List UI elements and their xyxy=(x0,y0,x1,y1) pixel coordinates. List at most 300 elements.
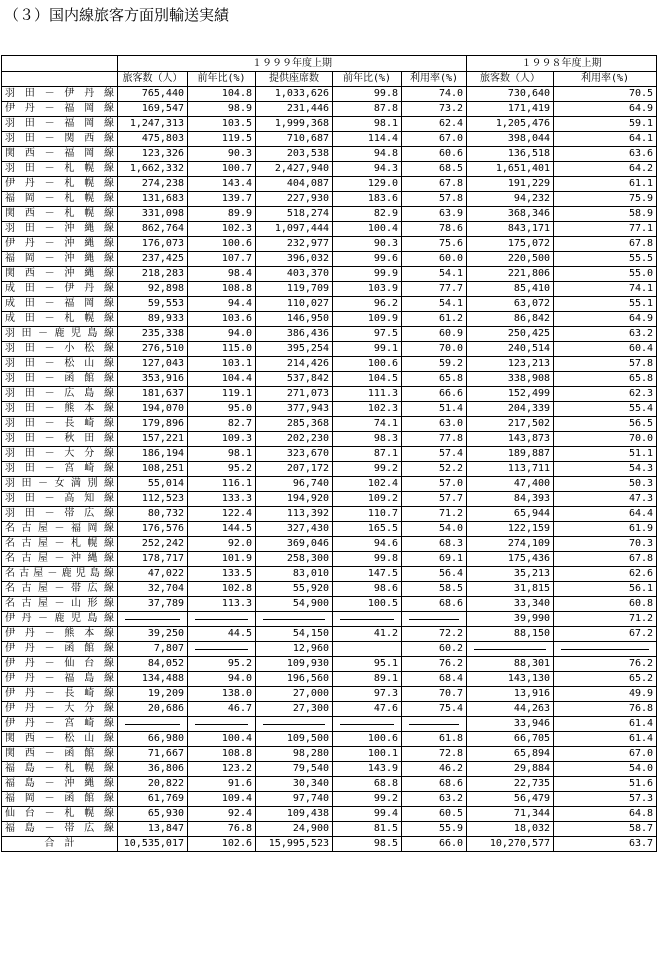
table-cell: 1,097,444 xyxy=(256,222,333,237)
table-cell: 98.3 xyxy=(333,432,402,447)
table-row xyxy=(2,357,657,372)
table-row xyxy=(2,777,657,792)
route-name: 伊丹－福島線 xyxy=(2,672,118,687)
table-cell: 103.9 xyxy=(333,282,402,297)
table-cell: 99.2 xyxy=(333,792,402,807)
table-cell: 134,488 xyxy=(118,672,188,687)
table-cell: 90.3 xyxy=(188,147,256,162)
route-name: 羽田－福岡線 xyxy=(2,117,118,132)
table-row xyxy=(2,267,657,282)
route-name: 羽田－大分線 xyxy=(2,447,118,462)
table-row xyxy=(2,522,657,537)
table-cell: 112,523 xyxy=(118,492,188,507)
table-cell: 1,651,401 xyxy=(467,162,554,177)
table-cell: 102.3 xyxy=(333,402,402,417)
table-cell: 377,943 xyxy=(256,402,333,417)
table-cell: 22,735 xyxy=(467,777,554,792)
table-cell: 102.4 xyxy=(333,477,402,492)
table-cell: 710,687 xyxy=(256,132,333,147)
table-cell: 765,440 xyxy=(118,87,188,102)
table-cell: 86,842 xyxy=(467,312,554,327)
table-cell: 47,400 xyxy=(467,477,554,492)
table-cell: 271,073 xyxy=(256,387,333,402)
table-cell: 69.1 xyxy=(402,552,467,567)
table-cell: 70.7 xyxy=(402,687,467,702)
table-row xyxy=(2,807,657,822)
table-row xyxy=(2,252,657,267)
route-name: 名古屋－福岡線 xyxy=(2,522,118,537)
dash-line xyxy=(409,619,459,620)
table-cell: 475,803 xyxy=(118,132,188,147)
table-cell: 123,326 xyxy=(118,147,188,162)
table-cell: 67.8 xyxy=(402,177,467,192)
table-cell: 64.4 xyxy=(554,507,657,522)
table-row xyxy=(2,132,657,147)
table-cell: 68.3 xyxy=(402,537,467,552)
table-body xyxy=(2,87,657,852)
dash-line xyxy=(263,619,325,620)
table-cell: 104.5 xyxy=(333,372,402,387)
table-cell: 54,150 xyxy=(256,627,333,642)
table-cell: 60.8 xyxy=(554,597,657,612)
table-cell: 60.6 xyxy=(402,147,467,162)
route-name: 羽田－伊丹線 xyxy=(2,87,118,102)
table-cell: 80,732 xyxy=(118,507,188,522)
route-name: 伊丹－長崎線 xyxy=(2,687,118,702)
route-name: 名古屋－帯広線 xyxy=(2,582,118,597)
table-row xyxy=(2,762,657,777)
route-name: 関西－函館線 xyxy=(2,747,118,762)
table-cell: 207,172 xyxy=(256,462,333,477)
dash-line xyxy=(340,619,394,620)
table-row xyxy=(2,237,657,252)
table-cell: 110.7 xyxy=(333,507,402,522)
table-row xyxy=(2,327,657,342)
table-cell: 398,044 xyxy=(467,132,554,147)
table-cell: 68.5 xyxy=(402,162,467,177)
table-cell: 56.5 xyxy=(554,417,657,432)
table-cell xyxy=(333,642,402,657)
table-cell: 44.5 xyxy=(188,627,256,642)
table-cell: 71,667 xyxy=(118,747,188,762)
table-row xyxy=(2,597,657,612)
table-cell: 94.8 xyxy=(333,147,402,162)
route-name: 成田－札幌線 xyxy=(2,312,118,327)
table-cell: 109.2 xyxy=(333,492,402,507)
table-cell: 98.9 xyxy=(188,102,256,117)
table-row xyxy=(2,507,657,522)
table-cell: 54.1 xyxy=(402,267,467,282)
route-name: 羽田－高知線 xyxy=(2,492,118,507)
route-column-header xyxy=(2,72,118,87)
table-row xyxy=(2,87,657,102)
table-cell: 13,847 xyxy=(118,822,188,837)
table-cell: 119.1 xyxy=(188,387,256,402)
route-name: 関西－沖縄線 xyxy=(2,267,118,282)
table-cell: 119.5 xyxy=(188,132,256,147)
table-cell: 98.5 xyxy=(333,837,402,852)
column-header: 提供座席数 xyxy=(256,72,333,87)
table-cell: 327,430 xyxy=(256,522,333,537)
table-cell: 67.8 xyxy=(554,552,657,567)
dash-line xyxy=(409,724,459,725)
table-cell: 95.2 xyxy=(188,657,256,672)
table-cell: 109,930 xyxy=(256,657,333,672)
table-cell: 1,205,476 xyxy=(467,117,554,132)
column-header: 前年比(%) xyxy=(333,72,402,87)
table-cell: 10,535,017 xyxy=(118,837,188,852)
table-cell: 56,479 xyxy=(467,792,554,807)
table-cell: 231,446 xyxy=(256,102,333,117)
route-name: 成田－伊丹線 xyxy=(2,282,118,297)
table-cell: 274,238 xyxy=(118,177,188,192)
route-name: 羽田－女満別線 xyxy=(2,477,118,492)
table-cell: 274,109 xyxy=(467,537,554,552)
no-data-dash xyxy=(188,717,256,732)
table-cell: 51.4 xyxy=(402,402,467,417)
table-cell: 54.0 xyxy=(402,522,467,537)
table-cell: 1,247,313 xyxy=(118,117,188,132)
table-cell: 18,032 xyxy=(467,822,554,837)
table-row xyxy=(2,297,657,312)
route-name: 羽田－長崎線 xyxy=(2,417,118,432)
table-cell: 252,242 xyxy=(118,537,188,552)
table-cell: 32,704 xyxy=(118,582,188,597)
route-name: 名古屋－鹿児島線 xyxy=(2,567,118,582)
table-row xyxy=(2,387,657,402)
table-cell: 58.5 xyxy=(402,582,467,597)
table-cell: 103.6 xyxy=(188,312,256,327)
table-cell: 129.0 xyxy=(333,177,402,192)
table-cell: 369,046 xyxy=(256,537,333,552)
table-cell: 98.6 xyxy=(333,582,402,597)
table-cell: 76.8 xyxy=(188,822,256,837)
table-cell: 100.6 xyxy=(333,357,402,372)
table-cell: 518,274 xyxy=(256,207,333,222)
table-cell: 61.8 xyxy=(402,732,467,747)
table-cell: 51.1 xyxy=(554,447,657,462)
no-data-dash xyxy=(333,612,402,627)
table-cell: 64.9 xyxy=(554,102,657,117)
table-cell: 386,436 xyxy=(256,327,333,342)
table-cell: 127,043 xyxy=(118,357,188,372)
table-cell: 109,438 xyxy=(256,807,333,822)
table-cell: 90.3 xyxy=(333,237,402,252)
table-row xyxy=(2,162,657,177)
table-cell: 57.0 xyxy=(402,477,467,492)
table-cell: 237,425 xyxy=(118,252,188,267)
table-row xyxy=(2,102,657,117)
table-cell: 33,340 xyxy=(467,597,554,612)
table-cell: 75.4 xyxy=(402,702,467,717)
route-name: 福岡－函館線 xyxy=(2,792,118,807)
table-cell: 76.2 xyxy=(402,657,467,672)
table-cell: 64.2 xyxy=(554,162,657,177)
table-cell: 537,842 xyxy=(256,372,333,387)
route-name: 福島－札幌線 xyxy=(2,762,118,777)
table-cell: 20,822 xyxy=(118,777,188,792)
table-cell: 100.4 xyxy=(188,732,256,747)
table-cell: 176,576 xyxy=(118,522,188,537)
table-cell: 15,995,523 xyxy=(256,837,333,852)
column-header: 旅客数（人） xyxy=(467,72,554,87)
table-cell: 65,930 xyxy=(118,807,188,822)
table-cell: 403,370 xyxy=(256,267,333,282)
table-cell: 57.4 xyxy=(402,447,467,462)
table-row xyxy=(2,462,657,477)
route-name: 福島－帯広線 xyxy=(2,822,118,837)
dash-line xyxy=(125,724,180,725)
table-cell: 119,709 xyxy=(256,282,333,297)
table-cell: 37,789 xyxy=(118,597,188,612)
route-name: 伊丹－宮崎線 xyxy=(2,717,118,732)
table-cell: 147.5 xyxy=(333,567,402,582)
table-cell: 10,270,577 xyxy=(467,837,554,852)
table-cell: 122,159 xyxy=(467,522,554,537)
table-cell: 60.9 xyxy=(402,327,467,342)
table-cell: 94.0 xyxy=(188,327,256,342)
table-cell: 47.6 xyxy=(333,702,402,717)
table-cell: 220,500 xyxy=(467,252,554,267)
table-cell: 74.0 xyxy=(402,87,467,102)
table-cell: 58.7 xyxy=(554,822,657,837)
table-cell: 99.8 xyxy=(333,87,402,102)
table-cell: 67.0 xyxy=(554,747,657,762)
table-cell: 68.6 xyxy=(402,777,467,792)
table-cell: 77.7 xyxy=(402,282,467,297)
table-cell: 47,022 xyxy=(118,567,188,582)
table-cell: 175,072 xyxy=(467,237,554,252)
route-name: 成田－福岡線 xyxy=(2,297,118,312)
table-cell: 97.5 xyxy=(333,327,402,342)
table-cell: 96,740 xyxy=(256,477,333,492)
table-row xyxy=(2,432,657,447)
dash-line xyxy=(474,649,546,650)
table-row xyxy=(2,642,657,657)
table-cell: 109.9 xyxy=(333,312,402,327)
table-cell: 20,686 xyxy=(118,702,188,717)
table-cell: 221,806 xyxy=(467,267,554,282)
no-data-dash xyxy=(333,717,402,732)
table-cell: 1,662,332 xyxy=(118,162,188,177)
table-cell: 122.4 xyxy=(188,507,256,522)
table-row xyxy=(2,582,657,597)
table-cell: 76.8 xyxy=(554,702,657,717)
table-cell: 79,540 xyxy=(256,762,333,777)
route-name: 名古屋－沖縄線 xyxy=(2,552,118,567)
table-cell: 396,032 xyxy=(256,252,333,267)
table-cell: 63.9 xyxy=(402,207,467,222)
no-data-dash xyxy=(402,612,467,627)
table-cell: 178,717 xyxy=(118,552,188,567)
table-cell: 62.3 xyxy=(554,387,657,402)
table-cell: 55.0 xyxy=(554,267,657,282)
table-cell: 116.1 xyxy=(188,477,256,492)
route-name: 羽田－宮崎線 xyxy=(2,462,118,477)
table-row xyxy=(2,822,657,837)
table-cell: 12,960 xyxy=(256,642,333,657)
route-name: 伊丹－熊本線 xyxy=(2,627,118,642)
table-row xyxy=(2,222,657,237)
table-row xyxy=(2,492,657,507)
table-cell: 63.0 xyxy=(402,417,467,432)
table-cell: 368,346 xyxy=(467,207,554,222)
table-cell: 60.4 xyxy=(554,342,657,357)
table-cell: 85,410 xyxy=(467,282,554,297)
table-cell: 181,637 xyxy=(118,387,188,402)
table-cell: 81.5 xyxy=(333,822,402,837)
table-row xyxy=(2,402,657,417)
table-cell: 60.2 xyxy=(402,642,467,657)
table-cell: 110,027 xyxy=(256,297,333,312)
table-cell: 51.6 xyxy=(554,777,657,792)
table-cell: 68.8 xyxy=(333,777,402,792)
table-cell: 58.9 xyxy=(554,207,657,222)
table-cell: 94.3 xyxy=(333,162,402,177)
table-cell: 102.3 xyxy=(188,222,256,237)
table-cell: 63.2 xyxy=(402,792,467,807)
table-cell: 46.2 xyxy=(402,762,467,777)
route-name: 名古屋－札幌線 xyxy=(2,537,118,552)
table-row xyxy=(2,717,657,732)
table-cell: 102.6 xyxy=(188,837,256,852)
column-header: 利用率(%) xyxy=(402,72,467,87)
table-cell: 92,898 xyxy=(118,282,188,297)
route-name: 羽田－小松線 xyxy=(2,342,118,357)
table-cell: 143,130 xyxy=(467,672,554,687)
table-cell: 123,213 xyxy=(467,357,554,372)
table-cell: 99.8 xyxy=(333,552,402,567)
period-previous-header: １９９８年度上期 xyxy=(467,56,657,72)
route-name: 伊丹－函館線 xyxy=(2,642,118,657)
table-cell: 99.9 xyxy=(333,267,402,282)
table-row xyxy=(2,372,657,387)
table-cell: 202,230 xyxy=(256,432,333,447)
table-cell: 65.2 xyxy=(554,672,657,687)
route-name: 羽田－松山線 xyxy=(2,357,118,372)
table-cell: 75.6 xyxy=(402,237,467,252)
table-row xyxy=(2,687,657,702)
table-cell: 78.6 xyxy=(402,222,467,237)
route-name: 伊丹－福岡線 xyxy=(2,102,118,117)
table-cell: 214,426 xyxy=(256,357,333,372)
route-name: 関西－福岡線 xyxy=(2,147,118,162)
table-cell: 104.4 xyxy=(188,372,256,387)
table-cell: 99.4 xyxy=(333,807,402,822)
table-row xyxy=(2,747,657,762)
table-cell: 77.1 xyxy=(554,222,657,237)
table-cell: 54.0 xyxy=(554,762,657,777)
table-cell: 41.2 xyxy=(333,627,402,642)
table-row xyxy=(2,732,657,747)
table-cell: 55.5 xyxy=(554,252,657,267)
table-cell: 92.0 xyxy=(188,537,256,552)
table-cell: 71.2 xyxy=(554,612,657,627)
table-cell: 191,229 xyxy=(467,177,554,192)
route-name: 羽田－帯広線 xyxy=(2,507,118,522)
table-cell: 89.1 xyxy=(333,672,402,687)
route-name: 羽田－函館線 xyxy=(2,372,118,387)
table-cell: 107.7 xyxy=(188,252,256,267)
table-cell: 94.0 xyxy=(188,672,256,687)
table-cell: 44,263 xyxy=(467,702,554,717)
table-cell: 98.4 xyxy=(188,267,256,282)
route-name: 羽田－沖縄線 xyxy=(2,222,118,237)
table-cell: 404,087 xyxy=(256,177,333,192)
dash-line xyxy=(195,619,248,620)
no-data-dash xyxy=(402,717,467,732)
table-cell: 13,916 xyxy=(467,687,554,702)
table-cell: 97.3 xyxy=(333,687,402,702)
table-cell: 84,393 xyxy=(467,492,554,507)
table-cell: 258,300 xyxy=(256,552,333,567)
route-name: 名古屋－山形線 xyxy=(2,597,118,612)
table-cell: 92.4 xyxy=(188,807,256,822)
route-name: 伊丹－大分線 xyxy=(2,702,118,717)
table-row xyxy=(2,342,657,357)
table-cell: 175,436 xyxy=(467,552,554,567)
table-row xyxy=(2,417,657,432)
table-cell: 843,171 xyxy=(467,222,554,237)
table-cell: 96.2 xyxy=(333,297,402,312)
route-statistics-table xyxy=(1,55,657,852)
no-data-dash xyxy=(118,717,188,732)
table-cell: 183.6 xyxy=(333,192,402,207)
table-row xyxy=(2,147,657,162)
table-cell: 76.2 xyxy=(554,657,657,672)
table-row xyxy=(2,537,657,552)
table-cell: 94.4 xyxy=(188,297,256,312)
table-cell: 323,670 xyxy=(256,447,333,462)
table-cell: 35,213 xyxy=(467,567,554,582)
table-cell: 179,896 xyxy=(118,417,188,432)
table-cell: 99.6 xyxy=(333,252,402,267)
table-cell: 109,500 xyxy=(256,732,333,747)
table-row xyxy=(2,192,657,207)
table-cell: 50.3 xyxy=(554,477,657,492)
table-cell: 100.4 xyxy=(333,222,402,237)
table-cell: 61,769 xyxy=(118,792,188,807)
table-cell: 98.1 xyxy=(188,447,256,462)
table-cell: 1,033,626 xyxy=(256,87,333,102)
table-cell: 60.0 xyxy=(402,252,467,267)
table-row xyxy=(2,612,657,627)
no-data-dash xyxy=(118,612,188,627)
table-cell: 55,014 xyxy=(118,477,188,492)
table-cell: 101.9 xyxy=(188,552,256,567)
table-cell: 77.8 xyxy=(402,432,467,447)
table-cell: 138.0 xyxy=(188,687,256,702)
table-cell: 89.9 xyxy=(188,207,256,222)
route-name: 関西－松山線 xyxy=(2,732,118,747)
table-cell: 55.1 xyxy=(554,297,657,312)
table-cell: 276,510 xyxy=(118,342,188,357)
table-cell: 54.1 xyxy=(402,297,467,312)
table-cell: 24,900 xyxy=(256,822,333,837)
table-cell: 136,518 xyxy=(467,147,554,162)
table-cell: 250,425 xyxy=(467,327,554,342)
table-cell: 95.1 xyxy=(333,657,402,672)
table-cell: 36,806 xyxy=(118,762,188,777)
table-cell: 115.0 xyxy=(188,342,256,357)
table-cell: 169,547 xyxy=(118,102,188,117)
table-cell: 730,640 xyxy=(467,87,554,102)
table-row xyxy=(2,657,657,672)
no-data-dash xyxy=(188,642,256,657)
table-cell: 55,920 xyxy=(256,582,333,597)
table-cell: 68.6 xyxy=(402,597,467,612)
table-cell: 232,977 xyxy=(256,237,333,252)
